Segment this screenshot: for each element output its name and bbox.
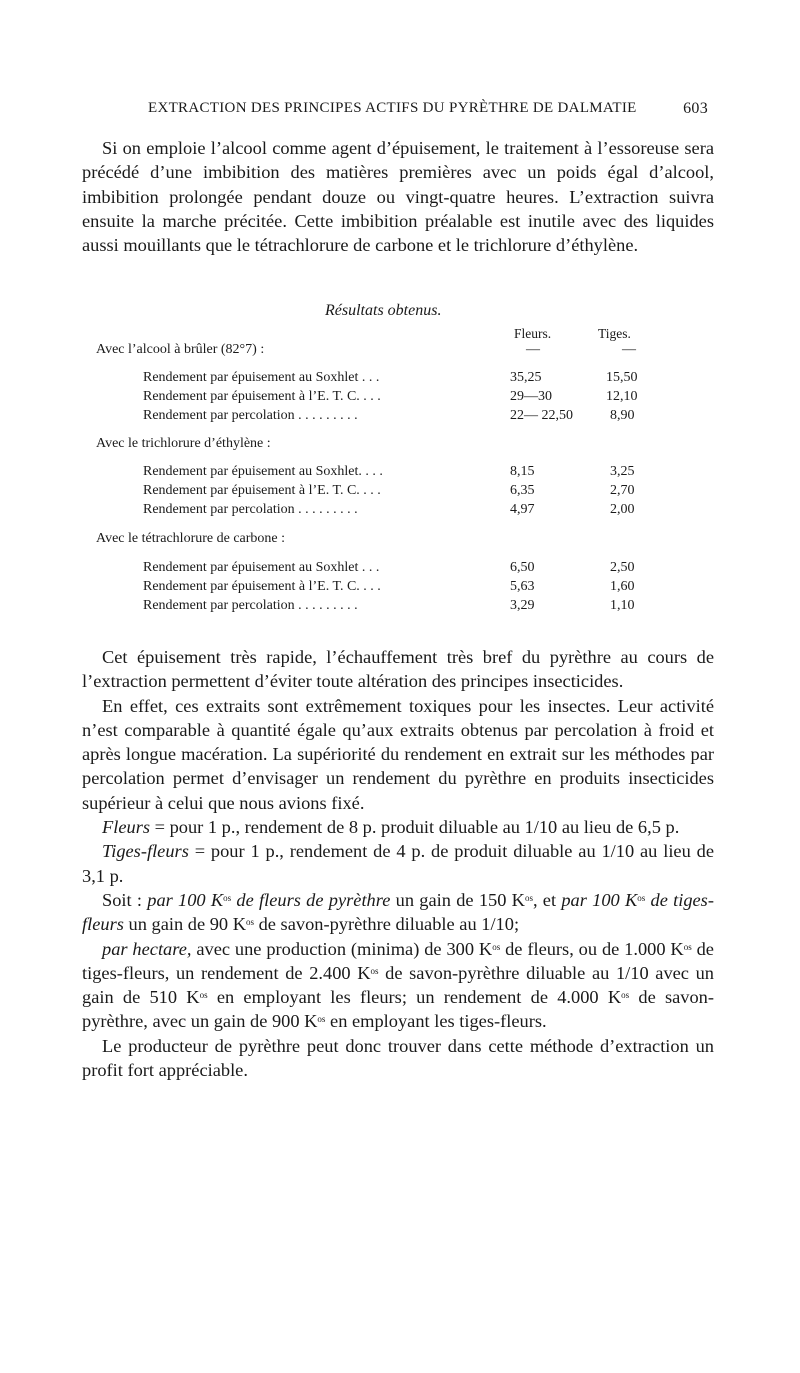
paragraph-4-text: = pour 1 p., rendement de 4 p. de produit diluable au 1/10 au lieu de 3,1 p. — [82, 841, 714, 886]
table-cell-flowers: 6,50 — [510, 560, 535, 575]
intro-paragraph — [82, 136, 714, 257]
table-row-label: Rendement par épuisement au Soxhlet. . . . — [143, 464, 383, 479]
group-label: Avec le tétrachlorure de carbone : — [96, 531, 286, 546]
table-cell-flowers: 6,35 — [510, 483, 535, 498]
kilo-superscript: os — [637, 892, 646, 903]
table-cell-flowers: 3,29 — [510, 598, 535, 613]
kilo-superscript: os — [245, 917, 254, 928]
p6-text-5: en employant les fleurs; un rendement de 4.000 K — [207, 987, 622, 1008]
intro-text: Si on emploie l’alcool comme agent d’épuisement, le traitement à l’essoreuse sera précédé d’une imbibition des matières premières avec un poids égal d’alcool, imbibition prolongée pendant douze ou vingt-quatre heures. L’extraction suivra ensuite la marche précitée. Cette imbibition préalable est inutile avec des liquides aussi mouillants que le tétrachlorure de carbone et le trichlorure d’éthylène. — [82, 138, 714, 256]
p6-italic: par hectare, — [102, 938, 192, 959]
kilo-superscript: os — [621, 990, 630, 1001]
table-cell-flowers: 4,97 — [510, 502, 535, 517]
kilo-superscript: os — [370, 965, 379, 976]
paragraph-5 — [82, 888, 714, 937]
table-cell-flowers: 5,63 — [510, 579, 535, 594]
p5-italic-1b: de fleurs de pyrèthre — [231, 889, 391, 910]
table-cell-stems: 1,10 — [610, 598, 635, 613]
table-cell-flowers: 35,25 — [510, 370, 542, 385]
table-row-label: Rendement par épuisement à l’E. T. C. . . . — [143, 579, 381, 594]
column-dash-flowers: — — [526, 342, 540, 357]
table-cell-flowers: 8,15 — [510, 464, 535, 479]
page-number: 603 — [683, 100, 708, 117]
p5-italic-2: par 100 K — [561, 889, 638, 910]
term-tiges-fleurs: Tiges-fleurs — [102, 841, 189, 862]
column-header-stems: Tiges. — [598, 326, 631, 341]
kilo-superscript: os — [492, 941, 501, 952]
paragraph-7: Le producteur de pyrèthre peut donc trouver dans cette méthode d’extraction un profit fort appréciable. — [82, 1035, 714, 1081]
term-fleurs: Fleurs — [102, 817, 151, 838]
table-cell-stems: 8,90 — [610, 408, 635, 423]
table-cell-stems: 12,10 — [606, 389, 638, 404]
kilo-superscript: os — [199, 990, 208, 1001]
p5-italic-2b: de tiges-fleurs — [82, 889, 714, 935]
body-text — [82, 645, 714, 1082]
p6-text-6: de savon-pyrèthre, avec un gain de 900 K — [82, 987, 714, 1032]
kilo-superscript: os — [317, 1014, 326, 1025]
p5-text-1b: , et — [532, 889, 562, 910]
table-row-label: Rendement par percolation . . . . . . . . . — [143, 598, 358, 613]
table-row-label: Rendement par épuisement au Soxhlet . . . — [143, 370, 380, 385]
kilo-superscript: os — [524, 892, 533, 903]
table-row-label: Rendement par percolation . . . . . . . . . — [143, 408, 358, 423]
p6-text-3: de tiges-fleurs, un rendement de 2.400 K — [82, 938, 714, 983]
table-cell-stems: 1,60 — [610, 579, 635, 594]
p5-text-2: un gain de 90 K — [123, 914, 246, 935]
table-cell-stems: 15,50 — [606, 370, 638, 385]
paragraph-3-text: = pour 1 p., rendement de 8 p. produit diluable au 1/10 au lieu de 6,5 p. — [150, 817, 680, 838]
table-row-label: Rendement par épuisement au Soxhlet . . . — [143, 560, 380, 575]
paragraph-2: En effet, ces extraits sont extrêmement toxiques pour les insectes. Leur activité n’est comparable à quantité égale qu’aux extraits obtenus par percolation à froid et après longue macération. La supériorité du rendement en extrait sur les méthodes par percolation permet d’envisager un rendement du pyrèthre en produits insecticides supérieur à celui que nous avions fixé. — [82, 695, 714, 813]
column-header-flowers: Fleurs. — [514, 326, 552, 341]
table-cell-stems: 3,25 — [610, 464, 635, 479]
p5-italic-1: par 100 K — [147, 889, 224, 910]
paragraph-1: Cet épuisement très rapide, l’échauffement très bref du pyrèthre au cours de l’extraction permettent d’éviter toute altération des principes insecticides. — [82, 647, 714, 692]
paragraph-6 — [82, 937, 714, 1034]
kilo-superscript: os — [223, 892, 232, 903]
p6-text-4: de savon-pyrèthre diluable au 1/10 avec un gain de 510 K — [82, 962, 714, 1008]
paragraph-4 — [82, 839, 714, 888]
table-row-label: Rendement par épuisement à l’E. T. C. . . . — [143, 483, 381, 498]
table-row-label: Rendement par épuisement à l’E. T. C. . . . — [143, 389, 381, 404]
table-cell-flowers: 22— 22,50 — [510, 408, 573, 423]
results-title: Résultats obtenus. — [325, 302, 442, 319]
table-row-label: Rendement par percolation . . . . . . . . . — [143, 502, 358, 517]
table-cell-flowers: 29—30 — [510, 389, 552, 404]
paragraph-3 — [82, 815, 714, 839]
table-cell-stems: 2,00 — [610, 502, 635, 517]
p5-text-2b: de savon-pyrèthre diluable au 1/10; — [254, 914, 520, 935]
group-label: Avec l’alcool à brûler (82°7) : — [96, 342, 265, 357]
group-label: Avec le trichlorure d’éthylène : — [96, 436, 271, 451]
p5-lead: Soit : — [102, 889, 148, 910]
table-cell-stems: 2,70 — [610, 483, 635, 498]
p6-text-1: avec une production (minima) de 300 K — [191, 938, 493, 959]
running-header — [148, 100, 708, 117]
table-cell-stems: 2,50 — [610, 560, 635, 575]
p6-text-7: en employant les tiges-fleurs. — [325, 1011, 547, 1032]
running-title: EXTRACTION DES PRINCIPES ACTIFS DU PYRÈTHRE DE DALMATIE — [148, 100, 637, 116]
p6-text-2: de fleurs, ou de 1.000 K — [500, 938, 684, 959]
kilo-superscript: os — [683, 941, 692, 952]
column-dash-stems: — — [622, 342, 636, 357]
p5-text-1: un gain de 150 K — [390, 889, 525, 910]
